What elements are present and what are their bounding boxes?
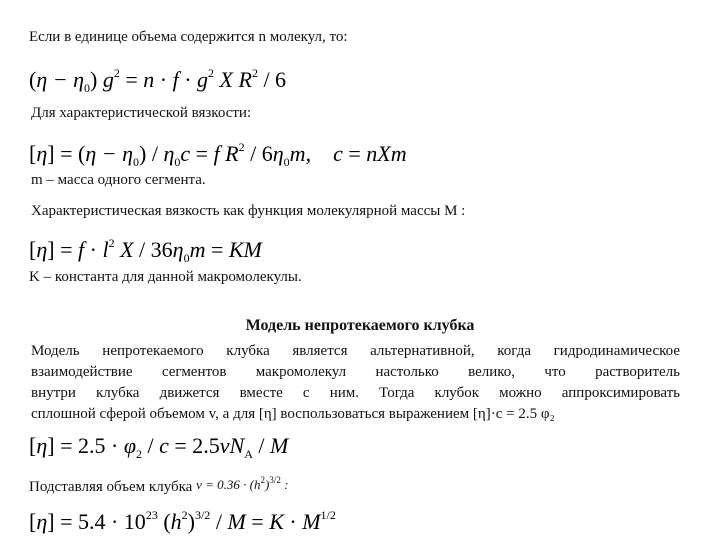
paragraph-line: Модель непротекаемого клубка является альтернативной, когда гидродинамическое (31, 343, 680, 359)
substitute-label: Подставляя объем клубка (29, 479, 193, 495)
intro-line: Если в единице объема содержится n молекул, то: (29, 29, 348, 45)
substitute-line (29, 471, 288, 496)
model-paragraph (31, 341, 680, 425)
constant-definition: K – константа для данной макромолекулы. (29, 269, 302, 285)
formula-sphere-model: $[\eta] = 2.5 \cdot \varphi_2 / c = 2.5\nu N_A / M$ (29, 433, 289, 461)
formula-coil-volume: $v = 0.36 \cdot (h^2)^{3/2}$ : (196, 475, 289, 492)
formula-viscosity-balance: $(\eta - \eta_0)$ $g^2 = n \cdot f \cdot g^2$ X $R^2 / 6$ (29, 66, 287, 95)
formula-molecular-mass: $[\eta] = f \cdot l^2$ X / $36\eta_0m$ = KM (29, 236, 262, 265)
paragraph-line: взаимодействие сегментов макромолекул настолько велико, что растворитель (31, 364, 680, 380)
formula-final: $[\eta] = 5.4 \cdot 10^{23}$ $(h^2)^{3/2} / M = K \cdot M^{1/2}$ (29, 508, 336, 534)
paragraph-line: сплошной сферой объемом v, а для [η] воспользоваться выражением [η]·c = 2.5 φ₂ (31, 406, 555, 422)
intrinsic-viscosity-label: Для характеристической вязкости: (31, 105, 252, 121)
paragraph-line: внутри клубка движется вместе с ним. Тогда клубок можно аппроксимировать (31, 385, 680, 401)
section-title: Модель непротекаемого клубка (245, 317, 475, 334)
formula-intrinsic-viscosity: $[\eta] = (\eta - \eta_0) / \eta_0c = f$ $R^2 / 6\eta_0m$, c = nXm (29, 140, 407, 169)
molecular-mass-label: Характеристическая вязкость как функция молекулярной массы M : (31, 203, 466, 219)
mass-definition: m – масса одного сегмента. (31, 172, 206, 188)
